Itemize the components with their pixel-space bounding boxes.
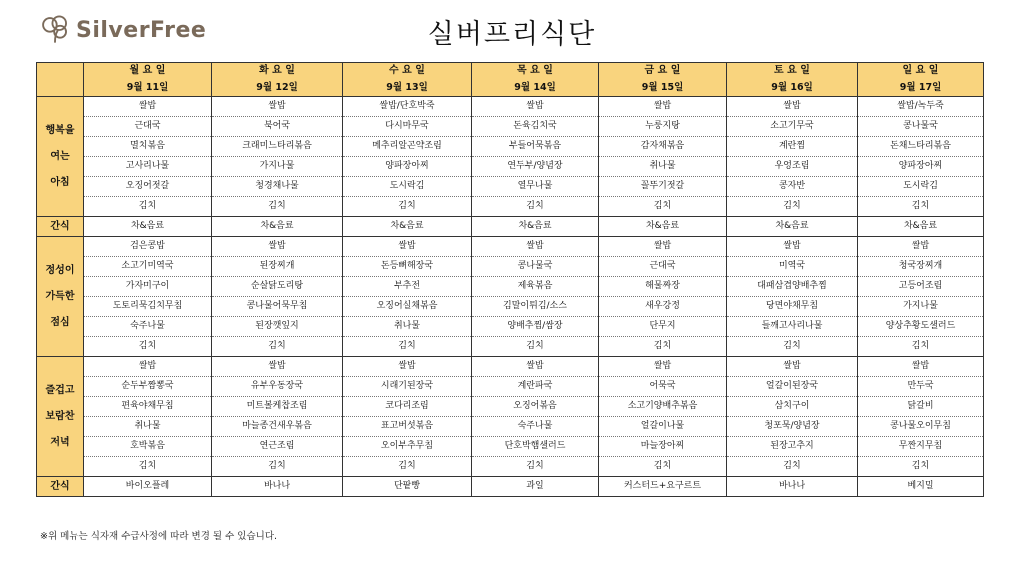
- date-header: 9월 15일: [599, 79, 727, 97]
- meal-label: [37, 237, 84, 357]
- meal-schedule-table: [36, 62, 984, 497]
- menu-item-cell: 고등어조림: [858, 277, 984, 297]
- menu-item-cell: 김치: [212, 337, 343, 357]
- table-row: [37, 397, 984, 417]
- menu-item-cell: 쌀밥: [599, 97, 727, 117]
- menu-item-cell: 가지나물: [858, 297, 984, 317]
- menu-item-cell: 계란찜: [727, 137, 858, 157]
- menu-item-cell: 된장고추지: [727, 437, 858, 457]
- menu-item-cell: 청국장찌개: [858, 257, 984, 277]
- menu-item-cell: 단호박햄샐러드: [472, 437, 599, 457]
- menu-item-cell: 얼갈이된장국: [727, 377, 858, 397]
- menu-item-cell: 커스터드+요구르트: [599, 477, 727, 497]
- menu-item-cell: 김치: [212, 197, 343, 217]
- table-row: [37, 317, 984, 337]
- table-row: [37, 237, 984, 257]
- menu-item-cell: 도시락김: [343, 177, 472, 197]
- menu-item-cell: 북어국: [212, 117, 343, 137]
- menu-item-cell: 콩자반: [727, 177, 858, 197]
- menu-item-cell: 양파장아찌: [858, 157, 984, 177]
- menu-item-cell: 쌀밥: [727, 357, 858, 377]
- menu-item-cell: 김치: [343, 337, 472, 357]
- menu-item-cell: 누룽지탕: [599, 117, 727, 137]
- menu-item-cell: 차&음료: [212, 217, 343, 237]
- menu-item-cell: 미역국: [727, 257, 858, 277]
- menu-item-cell: 당면야채무침: [727, 297, 858, 317]
- day-header: 토 요 일: [727, 63, 858, 80]
- menu-item-cell: 근대국: [84, 117, 212, 137]
- menu-item-cell: 숙주나물: [472, 417, 599, 437]
- menu-item-cell: 쌀밥: [727, 97, 858, 117]
- day-header: 화 요 일: [212, 63, 343, 80]
- page-title: 실버프리식단: [427, 19, 597, 50]
- menu-item-cell: 순살닭도리탕: [212, 277, 343, 297]
- menu-item-cell: 콩나물어묵무침: [212, 297, 343, 317]
- menu-item-cell: 청경채나물: [212, 177, 343, 197]
- menu-item-cell: 부추전: [343, 277, 472, 297]
- day-header: 수 요 일: [343, 63, 472, 80]
- menu-item-cell: 김치: [472, 457, 599, 477]
- menu-item-cell: 소고기미역국: [84, 257, 212, 277]
- menu-item-cell: 새우강정: [599, 297, 727, 317]
- menu-item-cell: 가자미구이: [84, 277, 212, 297]
- menu-item-cell: 도시락김: [858, 177, 984, 197]
- menu-item-cell: 만두국: [858, 377, 984, 397]
- menu-item-cell: 김치: [727, 197, 858, 217]
- menu-item-cell: 김치: [858, 457, 984, 477]
- menu-item-cell: 부들어묵볶음: [472, 137, 599, 157]
- table-row: [37, 97, 984, 117]
- menu-item-cell: 근대국: [599, 257, 727, 277]
- meal-label-line: 보람찬: [45, 410, 75, 422]
- menu-item-cell: 숙주나물: [84, 317, 212, 337]
- menu-item-cell: 표고버섯볶음: [343, 417, 472, 437]
- menu-item-cell: 순두부짬뽕국: [84, 377, 212, 397]
- menu-item-cell: 돈등뼈해장국: [343, 257, 472, 277]
- menu-item-cell: 된장깻잎지: [212, 317, 343, 337]
- menu-item-cell: 쌀밥: [343, 237, 472, 257]
- menu-item-cell: 시래기된장국: [343, 377, 472, 397]
- menu-item-cell: 쌀밥/단호박죽: [343, 97, 472, 117]
- menu-item-cell: 돈채느타리볶음: [858, 137, 984, 157]
- menu-item-cell: 쌀밥: [858, 237, 984, 257]
- menu-item-cell: 단팥빵: [343, 477, 472, 497]
- date-header: 9월 14일: [472, 79, 599, 97]
- menu-item-cell: 쌀밥/녹두죽: [858, 97, 984, 117]
- meal-label-line: 간식: [50, 481, 70, 492]
- menu-item-cell: 호박볶음: [84, 437, 212, 457]
- menu-item-cell: 오징어젓갈: [84, 177, 212, 197]
- menu-item-cell: 김치: [212, 457, 343, 477]
- menu-item-cell: 쌀밥: [599, 237, 727, 257]
- menu-item-cell: 김치: [472, 197, 599, 217]
- meal-label: [37, 357, 84, 477]
- day-header: 금 요 일: [599, 63, 727, 80]
- meal-label-line: 여는: [50, 150, 70, 162]
- menu-item-cell: 쌀밥: [472, 357, 599, 377]
- date-header: 9월 13일: [343, 79, 472, 97]
- menu-item-cell: 감자채볶음: [599, 137, 727, 157]
- menu-item-cell: 우엉조림: [727, 157, 858, 177]
- menu-item-cell: 해물짜장: [599, 277, 727, 297]
- menu-item-cell: 콩나물국: [472, 257, 599, 277]
- menu-item-cell: 쌀밥: [84, 357, 212, 377]
- meal-label-line: 즐겁고: [45, 384, 75, 396]
- menu-item-cell: 차&음료: [343, 217, 472, 237]
- menu-item-cell: 오징어볶음: [472, 397, 599, 417]
- menu-item-cell: 차&음료: [472, 217, 599, 237]
- menu-item-cell: 양상추황도샐러드: [858, 317, 984, 337]
- table-row: [37, 357, 984, 377]
- menu-item-cell: 콩나물오이무침: [858, 417, 984, 437]
- menu-item-cell: 차&음료: [727, 217, 858, 237]
- menu-item-cell: 쌀밥: [84, 97, 212, 117]
- table-row: [37, 277, 984, 297]
- table-row: [37, 457, 984, 477]
- menu-item-cell: 차&음료: [84, 217, 212, 237]
- day-header: 월 요 일: [84, 63, 212, 80]
- meal-label-line: 간식: [50, 221, 70, 232]
- menu-item-cell: 제육볶음: [472, 277, 599, 297]
- menu-item-cell: 연두부/양념장: [472, 157, 599, 177]
- meal-label-line: 가득한: [45, 290, 75, 302]
- menu-item-cell: 쌀밥: [727, 237, 858, 257]
- menu-item-cell: 김치: [84, 197, 212, 217]
- menu-item-cell: 김치: [343, 457, 472, 477]
- menu-item-cell: 연근조림: [212, 437, 343, 457]
- table-row: [37, 217, 984, 237]
- menu-item-cell: 마늘종건새우볶음: [212, 417, 343, 437]
- menu-item-cell: 도토리묵김치무침: [84, 297, 212, 317]
- menu-item-cell: 김치: [84, 337, 212, 357]
- menu-item-cell: 쌀밥: [472, 97, 599, 117]
- menu-item-cell: 소고기양배추볶음: [599, 397, 727, 417]
- disclaimer-note: ※위 메뉴는 식자재 수급사정에 따라 변경 될 수 있습니다.: [40, 531, 278, 542]
- menu-item-cell: 무짠지무침: [858, 437, 984, 457]
- menu-item-cell: 검은콩밥: [84, 237, 212, 257]
- menu-item-cell: 양파장아찌: [343, 157, 472, 177]
- menu-item-cell: 차&음료: [599, 217, 727, 237]
- meal-label-line: 정성이: [45, 264, 75, 276]
- snack-label: [37, 217, 84, 237]
- menu-item-cell: 차&음료: [858, 217, 984, 237]
- menu-item-cell: 편육야채무침: [84, 397, 212, 417]
- menu-item-cell: 쌀밥: [343, 357, 472, 377]
- table-row: [37, 137, 984, 157]
- menu-item-cell: 메추리알곤약조림: [343, 137, 472, 157]
- day-header: 일 요 일: [858, 63, 984, 80]
- menu-item-cell: 양배추찜/쌈장: [472, 317, 599, 337]
- menu-item-cell: 대패삼겹양배추찜: [727, 277, 858, 297]
- menu-item-cell: 취나물: [599, 157, 727, 177]
- menu-item-cell: 김치: [599, 457, 727, 477]
- menu-item-cell: 어묵국: [599, 377, 727, 397]
- table-row: [37, 437, 984, 457]
- menu-item-cell: 된장찌개: [212, 257, 343, 277]
- menu-item-cell: 들깨고사리나물: [727, 317, 858, 337]
- menu-item-cell: 김말이튀김/소스: [472, 297, 599, 317]
- meal-label-line: 행복을: [45, 124, 75, 136]
- menu-item-cell: 얼갈이나물: [599, 417, 727, 437]
- table-row: [37, 297, 984, 317]
- menu-item-cell: 바이오플레: [84, 477, 212, 497]
- date-header: 9월 11일: [84, 79, 212, 97]
- day-header: 목 요 일: [472, 63, 599, 80]
- meal-label-line: 점심: [50, 316, 70, 328]
- date-header: 9월 17일: [858, 79, 984, 97]
- menu-item-cell: 김치: [599, 197, 727, 217]
- table-row: [37, 417, 984, 437]
- menu-item-cell: 김치: [472, 337, 599, 357]
- table-row: [37, 117, 984, 137]
- menu-item-cell: 김치: [727, 337, 858, 357]
- menu-item-cell: 콩나물국: [858, 117, 984, 137]
- table-row: [37, 477, 984, 497]
- table-row: [37, 197, 984, 217]
- menu-item-cell: 쌀밥: [212, 237, 343, 257]
- menu-item-cell: 열무나물: [472, 177, 599, 197]
- menu-item-cell: 바나나: [212, 477, 343, 497]
- menu-item-cell: 김치: [84, 457, 212, 477]
- menu-item-cell: 마늘장아찌: [599, 437, 727, 457]
- menu-item-cell: 멸치볶음: [84, 137, 212, 157]
- table-row: [37, 257, 984, 277]
- menu-item-cell: 베지밀: [858, 477, 984, 497]
- menu-item-cell: 쌀밥: [212, 97, 343, 117]
- menu-item-cell: 취나물: [84, 417, 212, 437]
- menu-item-cell: 쌀밥: [858, 357, 984, 377]
- menu-item-cell: 오징어실채볶음: [343, 297, 472, 317]
- meal-label-line: 아침: [50, 176, 70, 188]
- menu-item-cell: 취나물: [343, 317, 472, 337]
- menu-item-cell: 김치: [599, 337, 727, 357]
- menu-item-cell: 과일: [472, 477, 599, 497]
- date-header: 9월 12일: [212, 79, 343, 97]
- menu-item-cell: 쌀밥: [212, 357, 343, 377]
- menu-item-cell: 닭갈비: [858, 397, 984, 417]
- menu-item-cell: 오이부추무침: [343, 437, 472, 457]
- menu-item-cell: 김치: [858, 337, 984, 357]
- meal-label-line: 저녁: [50, 436, 70, 448]
- menu-item-cell: 김치: [343, 197, 472, 217]
- meal-label: [37, 97, 84, 217]
- logo-text: SilverFree: [76, 17, 207, 43]
- menu-item-cell: 다시마무국: [343, 117, 472, 137]
- menu-item-cell: 미트볼케찹조림: [212, 397, 343, 417]
- header-corner-cell: [37, 63, 84, 97]
- menu-item-cell: 계란파국: [472, 377, 599, 397]
- menu-item-cell: 꼴뚜기젓갈: [599, 177, 727, 197]
- menu-item-cell: 가지나물: [212, 157, 343, 177]
- menu-item-cell: 단무지: [599, 317, 727, 337]
- snack-label: [37, 477, 84, 497]
- menu-item-cell: 크래미느타리볶음: [212, 137, 343, 157]
- menu-item-cell: 쌀밥: [472, 237, 599, 257]
- menu-item-cell: 고사리나물: [84, 157, 212, 177]
- table-row: [37, 157, 984, 177]
- menu-item-cell: 삼치구이: [727, 397, 858, 417]
- menu-item-cell: 코다리조림: [343, 397, 472, 417]
- menu-item-cell: 유부우동장국: [212, 377, 343, 397]
- table-row: [37, 177, 984, 197]
- menu-item-cell: 바나나: [727, 477, 858, 497]
- menu-item-cell: 돈육김치국: [472, 117, 599, 137]
- menu-item-cell: 청포묵/양념장: [727, 417, 858, 437]
- table-row: [37, 377, 984, 397]
- date-header: 9월 16일: [727, 79, 858, 97]
- table-row: [37, 337, 984, 357]
- menu-item-cell: 김치: [727, 457, 858, 477]
- menu-item-cell: 쌀밥: [599, 357, 727, 377]
- menu-item-cell: 소고기무국: [727, 117, 858, 137]
- menu-item-cell: 김치: [858, 197, 984, 217]
